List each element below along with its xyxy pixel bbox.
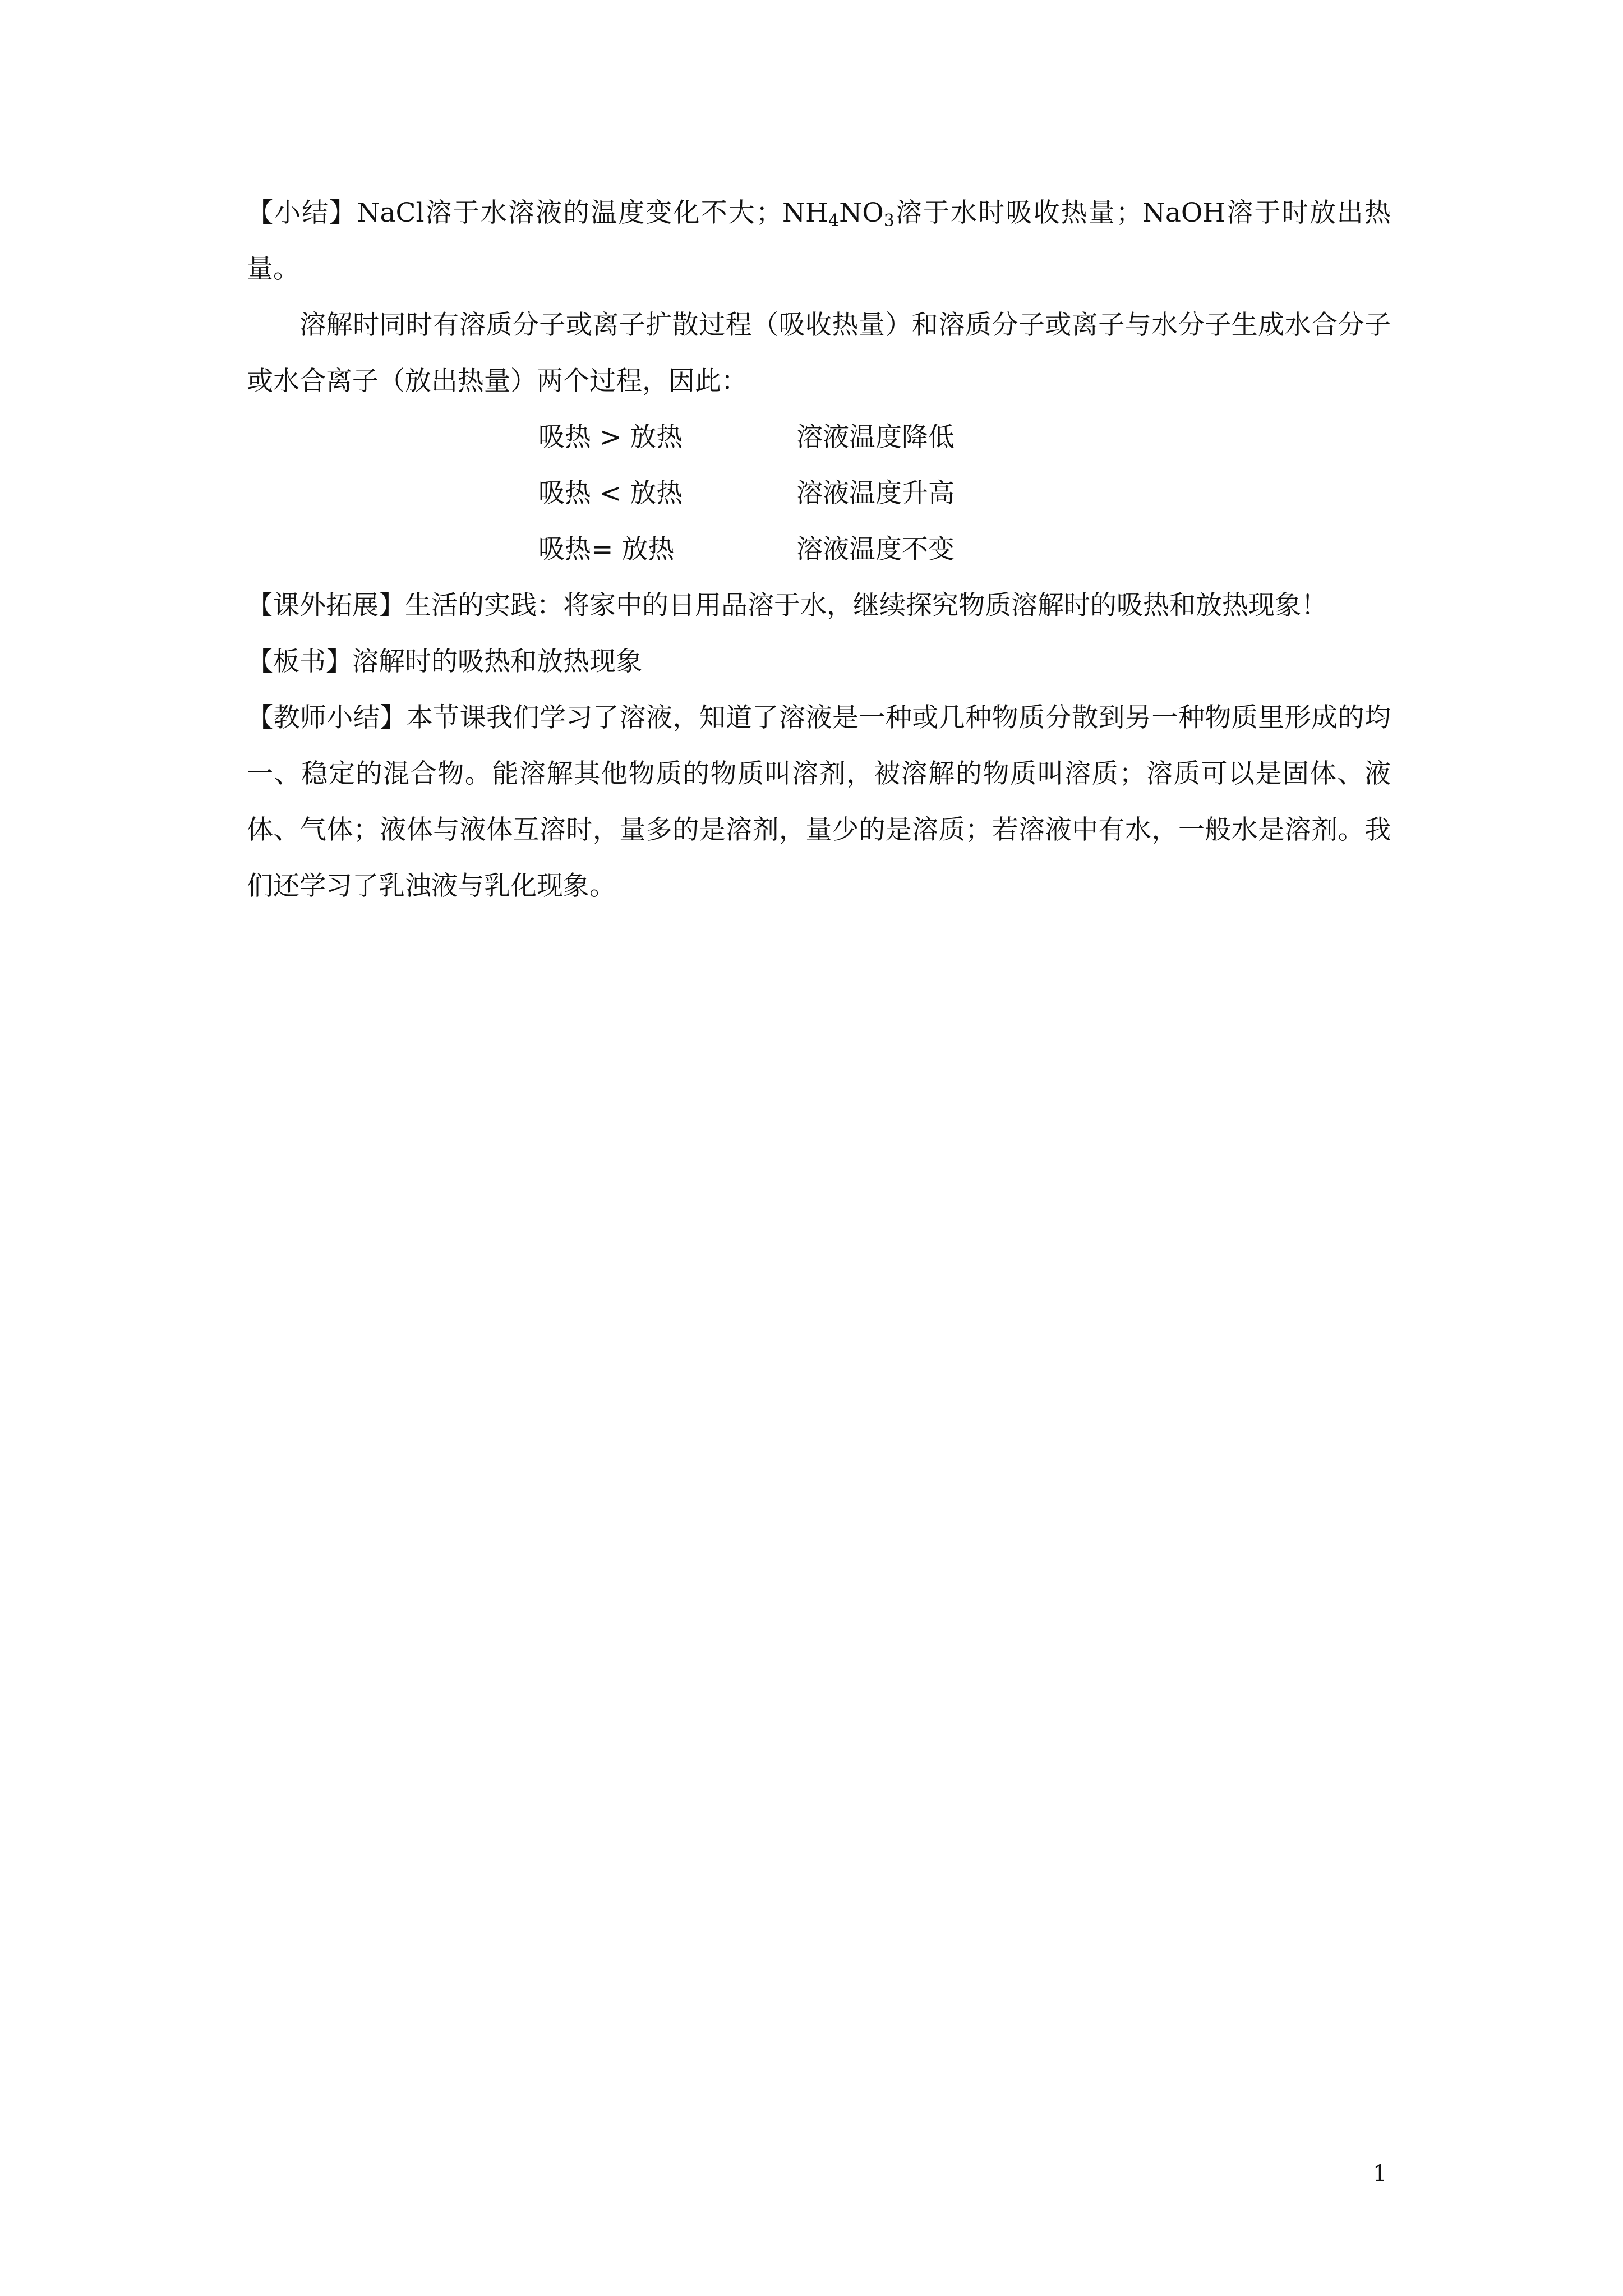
relation-condition: 吸热 > 放热 — [538, 422, 683, 453]
teacher-summary-text: 本节课我们学习了溶液，知道了溶液是一种或几种物质分散到另一种物质里形成的均一、稳定的混合物。能溶解其他物质的物质叫溶剂，被溶解的物质叫溶质；溶质可以是固体、液体、气体；液体与液体互溶时，量多的是溶剂，量少的是溶质；若溶液中有水，一般水是溶剂。我们还学习了乳浊液与乳化现象。 — [247, 702, 1391, 901]
relation-condition: 吸热 < 放热 — [538, 478, 683, 509]
relation-row — [247, 522, 1391, 578]
naoh-formula: NaOH — [1142, 197, 1226, 228]
extension-label: 【课外拓展】 — [247, 590, 405, 621]
relation-condition: 吸热= 放热 — [538, 534, 675, 565]
summary-text-2: 溶于水时吸收热量； — [894, 197, 1142, 228]
board-paragraph — [247, 634, 1391, 690]
summary-text-1: 溶于水溶液的温度变化不大； — [424, 197, 782, 228]
summary-paragraph — [247, 185, 1391, 297]
summary-text-3: 溶于时放出热量。 — [247, 197, 1391, 284]
relation-result: 溶液温度升高 — [796, 478, 955, 509]
relation-result: 溶液温度不变 — [796, 534, 955, 565]
teacher-summary-label: 【教师小结】 — [247, 702, 407, 733]
teacher-summary-paragraph — [247, 690, 1391, 914]
extension-paragraph — [247, 578, 1391, 634]
explanation-paragraph: 溶解时同时有溶质分子或离子扩散过程（吸收热量）和溶质分子或离子与水分子生成水合分子或水合离子（放出热量）两个过程，因此： — [247, 310, 1391, 397]
relation-result: 溶液温度降低 — [796, 422, 955, 453]
page-number: 1 — [1373, 2161, 1387, 2187]
nh4no3-formula: $NH_4NO_3$ — [782, 197, 895, 231]
extension-text: 生活的实践：将家中的日用品溶于水，继续探究物质溶解时的吸热和放热现象！ — [405, 590, 1327, 621]
summary-label: 【小结】 — [247, 197, 357, 228]
board-text: 溶解时的吸热和放热现象 — [352, 646, 642, 677]
heat-relation-list — [247, 409, 1391, 578]
document-body — [247, 185, 1391, 914]
relation-row — [247, 409, 1391, 466]
nacl-formula: NaCl — [357, 197, 425, 228]
board-label: 【板书】 — [247, 646, 352, 677]
relation-row — [247, 466, 1391, 522]
